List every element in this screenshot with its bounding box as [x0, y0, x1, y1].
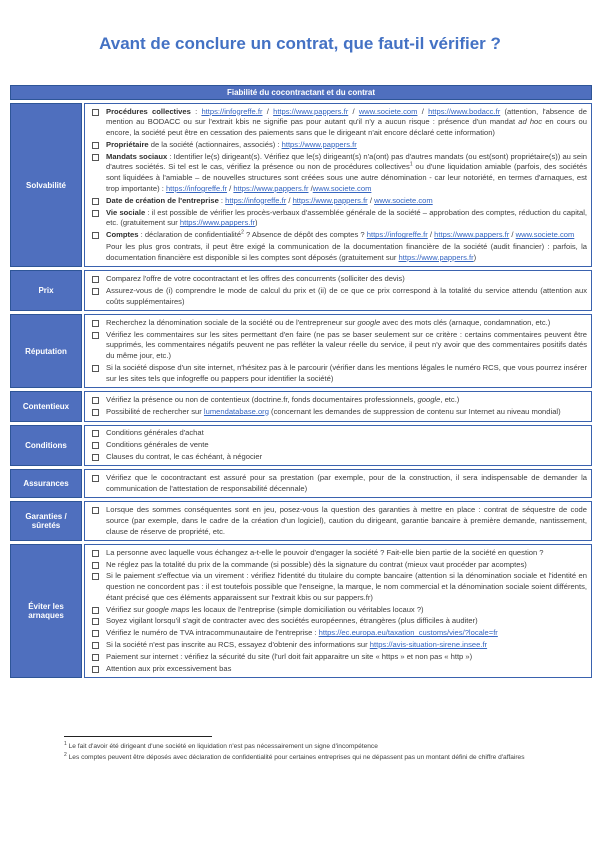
footnote — [64, 753, 536, 764]
checklist-item — [89, 208, 587, 230]
text-segment: : il est possible de vérifier les procès-verbaux d'assemblée générale de la société – approbation des comptes, réduction du capital, etc. (gratuitement sur — [106, 207, 588, 228]
items-cell — [84, 270, 592, 311]
checkbox[interactable] — [92, 618, 99, 625]
text-segment: : — [218, 195, 226, 205]
link[interactable]: https://www.pappers.fr — [281, 139, 357, 149]
checklist-item — [89, 560, 587, 571]
item-text — [106, 548, 587, 559]
text-segment: Vérifiez les commentaires sur les sites permettant d'en faire (ne pas se baser seulement sur ce critère : certains commentaires peuvent être supprimés, les commentaires négatifs peuvent ne pas refléter la valeur réelle du service, il peut n'y avoir que des commentaires positifs datés du même jour, etc.) — [106, 329, 587, 361]
footnote-text: Les comptes peuvent être déposés avec déclaration de confidentialité pour certaines entreprises qui ne dépassent pas un montant défini de chiffre d'affaires — [66, 753, 525, 761]
text-segment: / — [348, 106, 359, 116]
table-rows — [10, 103, 592, 678]
table-row — [10, 469, 592, 498]
link[interactable]: https://www.pappers.fr — [398, 252, 474, 262]
text-segment: / — [308, 183, 313, 193]
checklist-item — [89, 452, 587, 463]
item-text — [106, 428, 587, 439]
link[interactable]: www.societe.com — [374, 195, 433, 205]
checkbox[interactable] — [92, 666, 99, 673]
table-row — [10, 391, 592, 421]
checkbox[interactable] — [92, 320, 99, 327]
item-text — [106, 571, 587, 603]
checklist-item — [89, 428, 587, 439]
item-text — [106, 395, 587, 406]
text-segment: Mandats sociaux — [106, 151, 168, 161]
text-segment: Soyez vigilant lorsqu'il s'agit de contracter avec des sociétés européennes, étrangères (plus difficiles à auditer) — [106, 616, 478, 626]
item-text — [106, 473, 587, 495]
checklist-item — [89, 616, 587, 627]
checklist-item — [89, 395, 587, 406]
text-segment: Vérifiez que le cocontractant est assuré pour sa prestation (par exemple, pour de la construction, il sera indispensable de demander la communication de l'attestation de responsabilité décennale) — [106, 472, 587, 493]
footnote-number: 1 — [64, 740, 67, 747]
text-segment: / — [262, 106, 274, 116]
text-segment: / — [417, 106, 429, 116]
category-cell: Éviter les arnaques — [10, 544, 82, 678]
item-text — [106, 363, 587, 385]
text-segment: Paiement sur internet : vérifiez la sécurité du site (l'url doit fait apparaitre un site « https » et non pas « http ») — [106, 651, 473, 661]
text-segment: ) — [473, 252, 477, 262]
checklist-item — [89, 330, 587, 362]
items-cell — [84, 391, 592, 421]
footnote — [64, 742, 536, 753]
text-segment: ad hoc — [518, 117, 543, 127]
category-cell: Garanties / sûretés — [10, 501, 82, 541]
item-text — [106, 230, 587, 241]
link[interactable]: lumendatabase.org — [203, 406, 269, 416]
category-cell: Contentieux — [10, 391, 82, 421]
text-segment: Vie sociale — [106, 207, 146, 217]
link[interactable]: www.societe.com — [515, 230, 575, 240]
text-segment: avec des mots clés (arnaque, condamnation, etc.) — [380, 317, 551, 327]
link[interactable]: https://www.pappers.fr — [233, 183, 309, 193]
link[interactable]: www.societe.com — [358, 106, 418, 116]
page-title: Avant de conclure un contrat, que faut-il vérifier ? — [99, 34, 501, 53]
text-segment: / — [427, 230, 435, 240]
item-text — [106, 616, 587, 627]
text-segment: : déclaration de confidentialité — [138, 230, 242, 240]
item-text — [106, 242, 587, 264]
checkbox[interactable] — [92, 550, 99, 557]
link[interactable]: https://www.pappers.fr — [273, 106, 349, 116]
table-row — [10, 314, 592, 388]
items-cell — [84, 501, 592, 541]
checklist-item — [89, 664, 587, 675]
item-text — [106, 505, 587, 537]
text-segment: , etc.) — [440, 394, 460, 404]
checkbox[interactable] — [92, 409, 99, 416]
checkbox[interactable] — [92, 573, 99, 580]
contract-checklist-table — [10, 85, 592, 678]
item-text — [106, 605, 587, 616]
checklist-item — [89, 140, 587, 151]
item-text — [106, 330, 587, 362]
checklist-item — [89, 196, 587, 207]
checklist-item — [89, 505, 587, 537]
item-text — [106, 107, 587, 139]
text-segment: / — [227, 183, 234, 193]
table-header: Fiabilité du cocontractant et du contrat — [10, 85, 592, 100]
link[interactable]: https://avis-situation-sirene.insee.fr — [369, 640, 488, 650]
footnote-text: Le fait d'avoir été dirigeant d'une société en liquidation n'est pas nécessairement un signe d'incompétence — [66, 743, 378, 750]
link[interactable]: https://infogreffe.fr — [225, 195, 287, 205]
link[interactable]: www.societe.com — [312, 183, 372, 193]
text-segment: Conditions générales d'achat — [106, 428, 204, 438]
checklist-item — [89, 286, 587, 308]
text-segment: 1 — [409, 161, 413, 168]
table-row — [10, 544, 592, 678]
text-segment: Lorsque des sommes conséquentes sont en jeu, posez-vous la question des garanties à mettre en place : contrat de séquestre de code source (par exemple, dans le cadre de la création d'un logiciel), caution du dirigeant, garantie bancaire à première demande, nantissement, clause de réserve de propriété, etc. — [106, 504, 587, 536]
item-text — [106, 560, 587, 571]
footnote-separator — [64, 736, 212, 737]
checkbox[interactable] — [92, 365, 99, 372]
link[interactable]: https://infogreffe.fr — [165, 183, 228, 193]
text-segment: ? Absence de dépôt des comptes ? — [243, 230, 367, 240]
checkbox[interactable] — [92, 198, 99, 205]
text-segment: Clauses du contrat, le cas échéant, à négocier — [106, 451, 263, 461]
text-segment: Possibilité de rechercher sur — [106, 406, 204, 416]
checkbox[interactable] — [92, 332, 99, 339]
text-segment: (attention, l'absence de mention au BODACC ou sur l'extrait kbis ne signifie pas pour autant qu'il n'y a aucun risque : présence d'un mandat — [106, 106, 587, 127]
checklist-item — [89, 274, 587, 285]
link[interactable]: https://infogreffe.fr — [366, 230, 428, 240]
text-segment: Conditions générales de vente — [106, 439, 209, 449]
item-text — [106, 286, 587, 308]
item-text — [106, 140, 587, 151]
item-text — [106, 407, 587, 418]
checkbox[interactable] — [92, 454, 99, 461]
text-segment: / — [509, 230, 516, 240]
text-segment: ) — [255, 218, 258, 228]
checkbox[interactable] — [92, 276, 99, 283]
link[interactable]: https://www.pappers.fr — [179, 218, 255, 228]
checkbox[interactable] — [92, 607, 99, 614]
items-cell — [84, 544, 592, 678]
items-cell — [84, 469, 592, 498]
link[interactable]: https://www.bodacc.fr — [428, 106, 501, 116]
text-segment: en cours ou encore, la société peut être en cessation des paiements sans que le dirigeant n'ait encore déclaré cette information) — [106, 117, 587, 138]
checkbox[interactable] — [92, 562, 99, 569]
table-row — [10, 103, 592, 267]
text-segment: (concernant les demandes de suppression de contenu sur Internet au niveau mondial) — [268, 406, 561, 416]
checklist-item — [89, 628, 587, 639]
checklist-item — [89, 640, 587, 651]
item-text — [106, 628, 587, 639]
table-row — [10, 501, 592, 541]
footnotes — [64, 736, 536, 763]
text-segment: : — [190, 106, 202, 116]
item-text — [106, 152, 587, 195]
text-segment: Propriétaire — [106, 139, 149, 149]
text-segment: Vérifiez la présence ou non de contentieux (doctrine.fr, fonds documentaires professionnels, — [106, 394, 418, 404]
text-segment: Comptes — [106, 230, 139, 240]
items-cell — [84, 314, 592, 388]
checkbox[interactable] — [92, 210, 99, 217]
checklist-item — [89, 242, 587, 264]
link[interactable]: https://ec.europa.eu/taxation_customs/vies/?locale=fr — [318, 628, 498, 638]
checklist-item — [89, 318, 587, 329]
link[interactable]: https://www.pappers.fr — [292, 195, 368, 205]
text-segment: La personne avec laquelle vous échangez a-t-elle le pouvoir d'engager la société ? Fait-elle bien partie de la société en question ? — [106, 547, 544, 557]
text-segment: / — [367, 195, 375, 205]
checkbox[interactable] — [92, 397, 99, 404]
checkbox[interactable] — [92, 654, 99, 661]
item-text — [106, 274, 587, 285]
item-text — [106, 208, 587, 230]
text-segment: Si le paiement s'effectue via un virement : vérifiez l'identité du titulaire du compte bancaire (attention si la dénomination sociale et l'identité en question ne concordent pas : il est toutefois possible que l'enseigne, la marque, le nom commercial et la dénomination sociale soient différents, étant précisé que ces éléments apparaissent sur l'extrait kbis ou sur pappers.fr) — [106, 571, 587, 602]
category-cell: Solvabilité — [10, 103, 82, 267]
checkbox[interactable] — [92, 642, 99, 649]
checklist-item — [89, 571, 587, 603]
category-cell: Prix — [10, 270, 82, 311]
text-segment: Si la société n'est pas inscrite au RCS, essayez d'obtenir des informations sur — [106, 640, 370, 650]
checklist-item — [89, 152, 587, 195]
checkbox[interactable] — [92, 288, 99, 295]
checkbox[interactable] — [92, 232, 99, 239]
text-segment: Procédures collectives — [106, 106, 191, 116]
link[interactable]: https://infogreffe.fr — [201, 106, 263, 116]
checklist-item — [89, 363, 587, 385]
checkbox[interactable] — [92, 142, 99, 149]
text-segment: google — [357, 317, 381, 327]
checklist-item — [89, 548, 587, 559]
item-text — [106, 652, 587, 663]
text-segment: Si la société dispose d'un site internet, n'hésitez pas à le parcourir (vérifier dans les mentions légales le numéro RCS, que vous pourrez insérer sur les sites tels que infogreffe ou pappers pour identifier la société) — [106, 362, 587, 383]
checkbox[interactable] — [92, 507, 99, 514]
checklist-item — [89, 230, 587, 241]
text-segment: Vérifiez le numéro de TVA intracommunautaire de l'entreprise : — [106, 628, 319, 638]
item-text — [106, 640, 587, 651]
checklist-item — [89, 440, 587, 451]
text-segment: google — [417, 394, 441, 404]
checklist-item — [89, 605, 587, 616]
text-segment: ou d'une liquidation amiable (parfois, des sociétés sont liquidées à l'amiable – de nouvelles structures sont créées sous une autre dénomination - car leur notoriété, en termes d'arnaques, est trop importante) : — [106, 162, 587, 193]
item-text — [106, 318, 587, 329]
checklist-item — [89, 407, 587, 418]
checklist-item — [89, 473, 587, 495]
text-segment: les locaux de l'entreprise (simple domiciliation ou véritables locaux ?) — [189, 604, 424, 614]
category-cell: Conditions — [10, 425, 82, 467]
link[interactable]: https://www.pappers.fr — [434, 230, 510, 240]
text-segment: 2 — [241, 229, 244, 236]
footnote-number: 2 — [64, 751, 67, 758]
text-segment: : Identifier le(s) dirigeant(s). Vérifiez que le(s) dirigeant(s) n'a(ont) pas d'autres mandats (ou est(sont) propriétaire(s)) au sein d'autres sociétés. Si tel est le cas, vérifiez la présence ou non de procédures collectives — [106, 151, 587, 172]
checkbox[interactable] — [92, 442, 99, 449]
text-segment: Ne réglez pas la totalité du prix de la commande (si possible) dès la signature du contrat (mieux vaut procéder par acomptes) — [106, 559, 527, 569]
checklist-item — [89, 107, 587, 139]
category-cell: Assurances — [10, 469, 82, 498]
text-segment: Date de création de l'entreprise — [106, 195, 219, 205]
text-segment: de la société (actionnaires, associés) : — [148, 139, 282, 149]
category-cell: Réputation — [10, 314, 82, 388]
item-text — [106, 196, 587, 207]
item-text — [106, 452, 587, 463]
checkbox[interactable] — [92, 109, 99, 116]
checkbox[interactable] — [92, 154, 99, 161]
checkbox[interactable] — [92, 475, 99, 482]
text-segment: Vérifiez sur — [106, 604, 147, 614]
text-segment: Assurez-vous de (i) comprendre le mode de calcul du prix et (ii) de ce que ce prix correspond à la totalité du service attendu (attention aux coûts supplémentaires) — [106, 285, 587, 306]
item-text — [106, 440, 587, 451]
checkbox[interactable] — [92, 630, 99, 637]
text-segment: Recherchez la dénomination sociale de la société ou de l'entrepreneur sur — [106, 317, 358, 327]
text-segment: Pour les plus gros contrats, il peut être exigé la communication de la documentation financière de la société (audit financier) : parfois, la documentation financière est disponible si les comptes sont déposés (gratuitement sur — [106, 241, 587, 262]
items-cell — [84, 425, 592, 467]
text-segment: google maps — [146, 604, 190, 614]
item-text — [106, 664, 587, 675]
text-segment: / — [286, 195, 293, 205]
text-segment: Attention aux prix excessivement bas — [106, 663, 232, 673]
checklist-item — [89, 652, 587, 663]
checkbox[interactable] — [92, 430, 99, 437]
text-segment: Comparez l'offre de votre cocontractant et les offres des concurrents (solliciter des devis) — [106, 273, 405, 283]
table-row — [10, 425, 592, 467]
items-cell — [84, 103, 592, 267]
table-row — [10, 270, 592, 311]
